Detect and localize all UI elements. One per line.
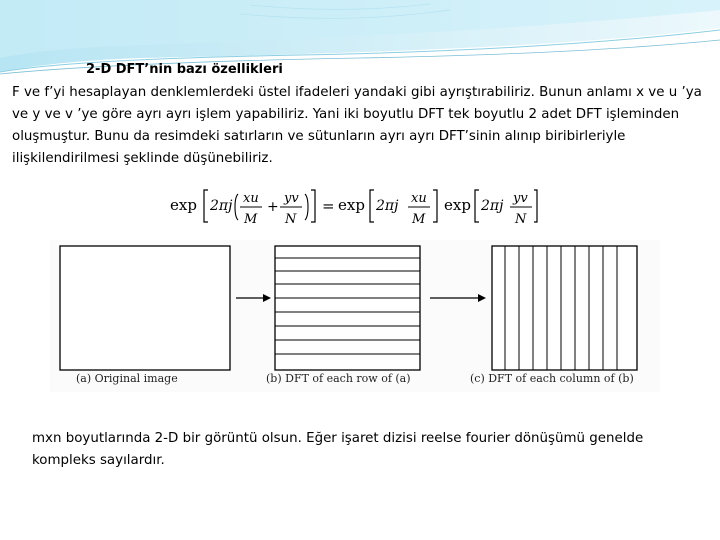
eq-exp-1: exp	[170, 196, 197, 214]
eq-frac3-num: xu	[411, 191, 427, 206]
eq-frac2-num: yv	[284, 191, 299, 206]
eq-frac4-den: N	[515, 212, 527, 227]
arrow-b-to-c-head	[478, 294, 486, 302]
row-dft-box	[275, 246, 420, 370]
eq-frac1-den: M	[244, 212, 258, 227]
eq-2pij-3: 2πj	[481, 198, 504, 214]
eq-frac2-den: N	[285, 212, 297, 227]
column-dft-box	[492, 246, 637, 370]
eq-equals: =	[322, 197, 335, 215]
eq-frac4-num: yv	[513, 191, 528, 206]
eq-exp-3: exp	[444, 196, 471, 214]
caption-column-dft: (c) DFT of each column of (b)	[470, 372, 634, 385]
eq-exp-2: exp	[338, 196, 365, 214]
eq-frac1-num: xu	[243, 191, 259, 206]
eq-plus: +	[267, 199, 279, 215]
eq-2pij-1: 2πj	[210, 198, 233, 214]
eq-frac3-den: M	[412, 212, 426, 227]
original-image-box	[60, 246, 230, 370]
figure-diagram	[50, 240, 660, 392]
eq-2pij-2: 2πj	[376, 198, 399, 214]
caption-original-image: (a) Original image	[76, 372, 178, 385]
bottom-paragraph: mxn boyutlarında 2-D bir görüntü olsun. Eğer işaret dizisi reelse fourier dönüşümü genelde kompleks sayılardır.	[32, 431, 644, 468]
arrow-a-to-b-head	[263, 294, 271, 302]
separability-equation	[168, 180, 538, 230]
slide-title: 2-D DFT’nin bazı özellikleri	[86, 62, 283, 77]
caption-row-dft: (b) DFT of each row of (a)	[266, 372, 411, 385]
body-paragraph: F ve f’yi hesaplayan denklemlerdeki üstel ifadeleri yandaki gibi ayrıştırabiliriz. Bunun anlamı x ve u ’ya ve y ve v ’ye göre ayrı ayrı işlem yapabiliriz. Yani iki boyutlu DFT tek boyutlu 2 adet DFT işleminden oluşmuştur. Bunu da resimdeki satırların ve sütunların ayrı ayrı DFT’sinin alınıp biribirleriyle ilişkilendirilmesi şeklinde düşünebiliriz.	[12, 85, 702, 166]
dft-separability-figure	[50, 240, 660, 392]
